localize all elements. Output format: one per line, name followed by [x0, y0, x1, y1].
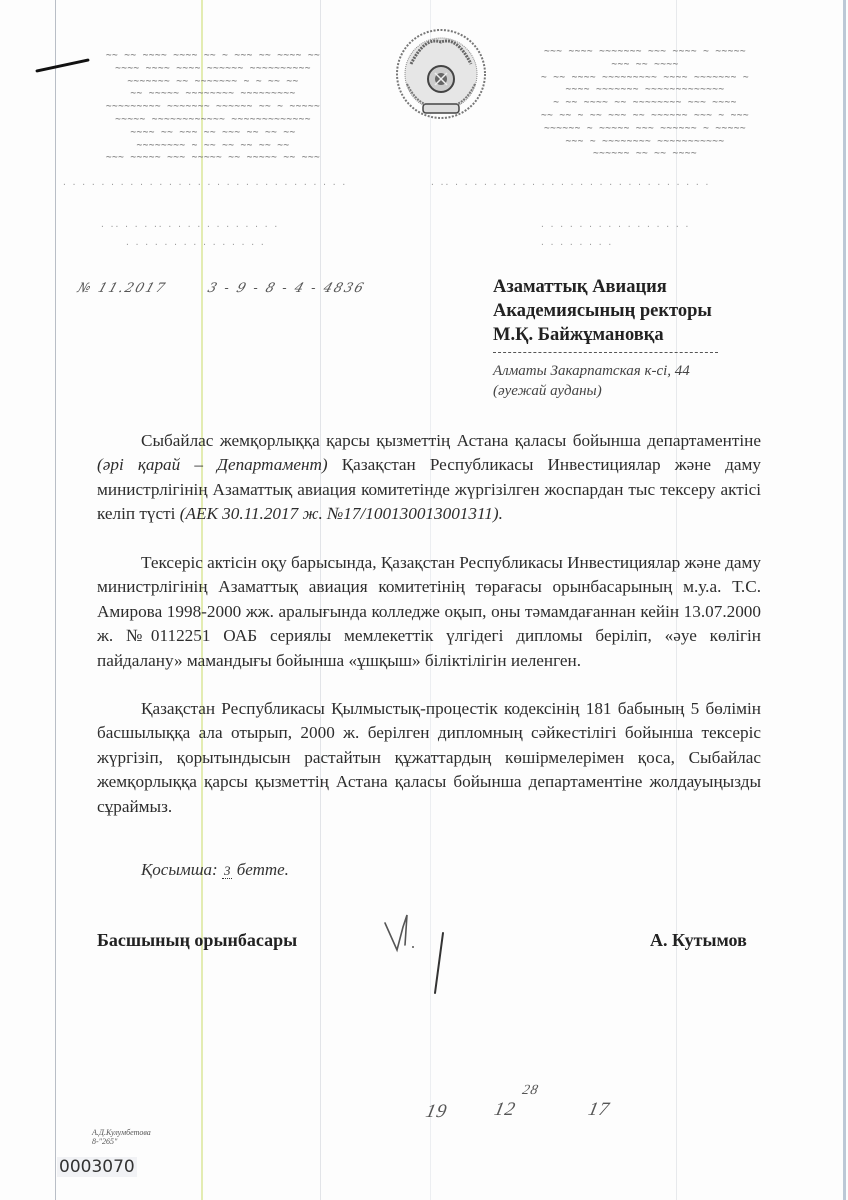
letterhead-line: ~~~ ~~ ~~~~: [611, 58, 679, 70]
body-paragraph-3: [97, 697, 761, 819]
letterhead-contact: · ·· · · · ·· · · · · · · · · · · · ·: [100, 222, 279, 231]
letterhead-line: ~~~ ~~~~ ~~~~~~~ ~~~ ~~~~ ~ ~~~~~: [544, 46, 746, 57]
letterhead-contact: · · · · · · · · · · · · · · · ·: [540, 222, 690, 231]
address-line: (әуежай ауданы): [493, 383, 602, 399]
executor-name: А.Д.Кулумбетова: [92, 1128, 151, 1137]
appendix-page-count: 3: [223, 863, 231, 878]
addressee-line: М.Қ. Байжұмановқа: [493, 325, 664, 345]
letterhead-line: ~~~~~~ ~ ~~~~~ ~~~ ~~~~~~ ~ ~~~~~: [544, 122, 746, 134]
paragraph-text: Қазақстан Республикасы Қылмыстық-процестік кодексінің 181 бабының 5 бөлімін басшылыққа ала отырып, 2000 ж. берілген дипломның сәйкестілігі бойынша тексеріс жүргізіп, қорытындысын растайтын құжаттардың көшірмелерімен қоса, Сыбайлас жемқорлыққа қарсы қызметтің Астана қаласы бойынша департаментіне жолдауыңызды сұраймыз.: [97, 699, 761, 816]
paragraph-text: Сыбайлас жемқорлыққа қарсы қызметтің Астана қаласы бойынша департаментіне: [141, 431, 761, 450]
letterhead-line: ~~~~~~~~~ ~~~~~~~ ~~~~~~ ~~ ~ ~~~~~: [105, 101, 321, 113]
letterhead-rule: · ·· · · · · · · · · · · · · · · · · · · · · · · · · · · ·: [430, 180, 710, 189]
outgoing-date: № 11.2017: [75, 281, 169, 296]
signatory-name: А. Кутымов: [650, 930, 747, 950]
appendix-note: [141, 860, 289, 880]
letterhead-line: ~~~ ~~~~~ ~~~ ~~~~~ ~~ ~~~~~ ~~ ~~~: [105, 152, 321, 164]
letterhead-line: ~ ~~ ~~~~ ~~ ~~~~~~~~ ~~~ ~~~~: [553, 97, 737, 109]
scan-artifact-line: [55, 0, 56, 1200]
executor-phone: 8-"265": [92, 1137, 118, 1146]
appendix-suffix: бетте.: [236, 860, 289, 879]
address-line: Алматы Закарпатская к-сі, 44: [493, 363, 690, 379]
body-paragraph-1: [97, 429, 761, 527]
handwritten-signature-icon: [375, 905, 465, 995]
letterhead-line: ~~~~~~~~ ~ ~~ ~~ ~~ ~~ ~~: [136, 139, 290, 151]
letterhead-line: ~~~ ~ ~~~~~~~~ ~~~~~~~~~~~: [565, 135, 725, 147]
letterhead-right: [510, 46, 780, 161]
paragraph-text: Тексеріс актісін оқу барысында, Қазақстан Республикасы Инвестициялар және даму министрлігінің Азаматтық авиация комитетінің төрағасы орынбасарының м.у.а. Т.С. Амирова 1998-2000 жж. аралығында колледже оқып, оны тәмамдағаннан кейін 13.07.2000 ж. №0112251 ОАБ сериялы мемлекеттік үлгідегі дипломы беріліп, «әуе көлігін пайдалану» мамандығы бойынша «ұшқыш» біліктілігін иеленген.: [97, 553, 761, 670]
letterhead-line: ~~ ~~ ~ ~~ ~~~ ~~ ~~~~~~ ~~~ ~ ~~~: [540, 109, 750, 121]
letterhead-contact: · · · · · · · · · · · · · · ·: [125, 240, 265, 249]
letterhead-line: ~ ~~ ~~~~ ~~~~~~~~~ ~~~~ ~~~~~~~ ~: [540, 71, 750, 83]
appendix-label: Қосымша:: [141, 860, 218, 879]
letterhead-contact: · · · · · · · ·: [540, 240, 613, 249]
body-paragraph-2: [97, 551, 761, 673]
addressee-address: [493, 361, 690, 401]
paragraph-text-italic: (әрі қарай – Департамент): [97, 455, 328, 475]
scan-edge: [843, 0, 846, 1200]
stamp-day: 19: [423, 1101, 450, 1122]
addressee-line: Академиясының ректоры: [493, 301, 712, 321]
outgoing-number: 3 - 9 - 8 - 4 - 4836: [205, 281, 368, 296]
letterhead-line: ~~~~ ~~~~ ~~~~ ~~~~~~ ~~~~~~~~~~: [115, 62, 311, 74]
signatory-title: Басшының орынбасары: [97, 930, 298, 950]
executor-info: [92, 1128, 151, 1146]
stamp-month: 12: [492, 1099, 518, 1120]
letterhead-line: ~~ ~~~~~ ~~~~~~~~ ~~~~~~~~~: [130, 88, 296, 100]
letterhead-line: ~~~~~~~ ~~ ~~~~~~~ ~ ~ ~~ ~~: [127, 75, 299, 87]
paragraph-text: Қазақстан Республикасы Инвестициялар және даму министрлігінің Азаматтық авиация комитетінде жүргізілген жоспардан тыс тексеру актісі келіп түсті: [97, 455, 762, 524]
addressee-line: Азаматтық Авиация: [493, 277, 667, 297]
document-number: 0003070: [59, 1157, 135, 1177]
stamp-year: 17: [586, 1099, 612, 1120]
letterhead-line: ~~~~ ~~ ~~~ ~~ ~~~ ~~ ~~ ~~: [130, 126, 296, 138]
reference-number: (АЕК 30.11.2017 ж. №17/100130013001311).: [179, 504, 503, 524]
addressee-divider: [493, 352, 718, 353]
addressee-block: [493, 275, 712, 347]
stamp-number: 28: [520, 1083, 541, 1098]
state-emblem-icon: [395, 24, 487, 124]
letterhead-left: [78, 50, 348, 165]
letterhead-line: ~~~~ ~~~~~~~ ~~~~~~~~~~~~~: [565, 84, 725, 96]
letterhead-line: ~~~~~~ ~~ ~~ ~~~~: [592, 148, 698, 160]
letterhead-line: ~~ ~~ ~~~~ ~~~~ ~~ ~ ~~~ ~~ ~~~~ ~~: [105, 50, 321, 61]
letterhead-rule: · · · · · · · · · · · · · · · · · · · · · · · · · · · · · ·: [62, 180, 347, 189]
letterhead-line: ~~~~~ ~~~~~~~~~~~~ ~~~~~~~~~~~~~: [115, 113, 311, 125]
